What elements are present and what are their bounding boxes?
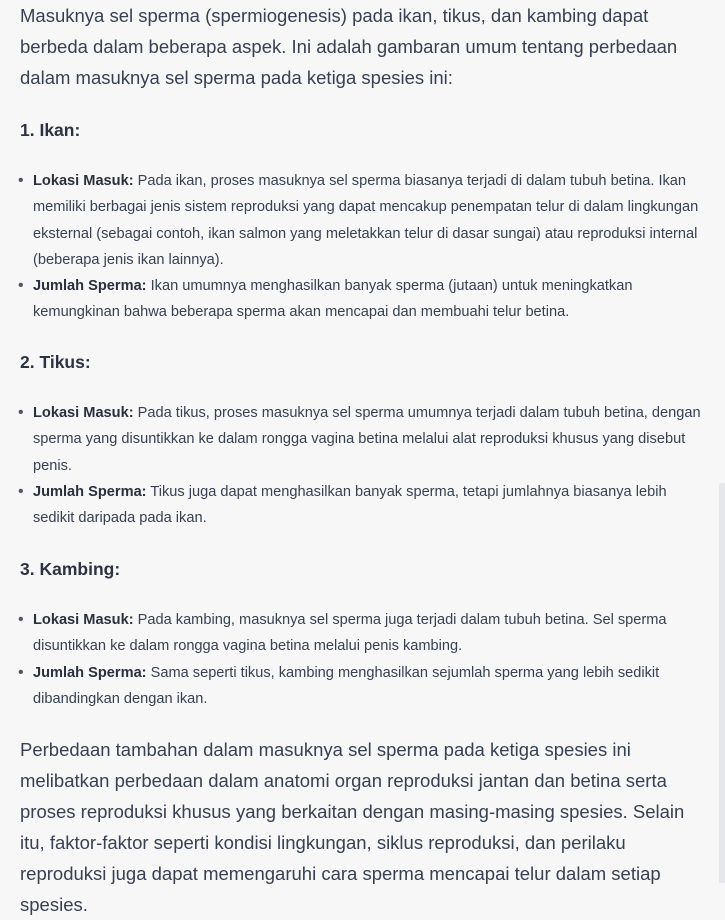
list-item	[18, 479, 702, 532]
list-item	[18, 660, 702, 713]
item-label: Lokasi Masuk:	[33, 405, 134, 421]
item-label: Jumlah Sperma:	[33, 483, 147, 500]
bullet-icon: •	[18, 404, 24, 421]
item-label: Jumlah Sperma:	[33, 664, 147, 681]
bullet-list-ikan	[18, 168, 702, 326]
list-item	[18, 273, 702, 326]
intro-paragraph: Masuknya sel sperma (spermiogenesis) pada ikan, tikus, dan kambing dapat berbeda dalam beberapa aspek. Ini adalah gambaran umum tentang perbedaan dalam masuknya sel sperma pada ketiga spesies ini:	[20, 5, 678, 88]
item-text: Ikan umumnya menghasilkan banyak sperma (jutaan) untuk meningkatkan kemungkinan bahwa beberapa sperma akan mencapai dan membuahi telur betina.	[33, 278, 633, 321]
bullet-icon: •	[18, 277, 24, 295]
bullet-icon: •	[18, 172, 24, 189]
item-text: Pada tikus, proses masuknya sel sperma umumnya terjadi dalam tubuh betina, dengan sperma yang disuntikkan ke dalam rongga vagina betina melalui alat reproduksi khusus yang disebut penis.	[33, 405, 701, 474]
item-label: Lokasi Masuk:	[33, 612, 134, 628]
item-text: Tikus juga dapat menghasilkan banyak sperma, tetapi jumlahnya biasanya lebih sedikit daripada pada ikan.	[33, 483, 667, 527]
item-label: Jumlah Sperma:	[33, 278, 147, 295]
item-label: Lokasi Masuk:	[33, 173, 134, 189]
list-item	[18, 168, 702, 273]
item-text: Sama seperti tikus, kambing menghasilkan sejumlah sperma yang lebih sedikit dibandingkan dengan ikan.	[33, 664, 660, 707]
list-item	[18, 400, 702, 479]
section-heading-tikus: 2. Tikus:	[20, 352, 91, 372]
section-heading-ikan: 1. Ikan:	[20, 120, 81, 140]
list-item	[18, 607, 702, 660]
bullet-icon: •	[18, 611, 24, 628]
item-text: Pada kambing, masuknya sel sperma juga terjadi dalam tubuh betina. Sel sperma disuntikkan ke dalam rongga vagina betina melalui penis kambing.	[33, 612, 667, 655]
bullet-list-tikus	[18, 400, 702, 531]
item-text: Pada ikan, proses masuknya sel sperma biasanya terjadi di dalam tubuh betina. Ikan memiliki berbagai jenis sistem reproduksi yang dapat mencakup penempatan telur di dalam lingkungan eksternal (sebagai contoh, ikan salmon yang meletakkan telur di dasar sungai) atau reproduksi internal (beberapa jenis ikan lainnya).	[33, 173, 699, 268]
closing-paragraph: Perbedaan tambahan dalam masuknya sel sperma pada ketiga spesies ini melibatkan perbedaan dalam anatomi organ reproduksi jantan dan betina serta proses reproduksi khusus yang berkaitan dengan masing-masing spesies. Selain itu, faktor-faktor seperti kondisi lingkungan, siklus reproduksi, dan perilaku reproduksi juga dapat memengaruhi cara sperma mencapai telur dalam setiap spesies.	[20, 739, 685, 915]
section-heading-kambing: 3. Kambing:	[20, 559, 121, 579]
scrollbar[interactable]	[719, 483, 725, 883]
bullet-icon: •	[18, 482, 24, 500]
bullet-icon: •	[18, 663, 24, 681]
bullet-list-kambing	[18, 607, 702, 712]
